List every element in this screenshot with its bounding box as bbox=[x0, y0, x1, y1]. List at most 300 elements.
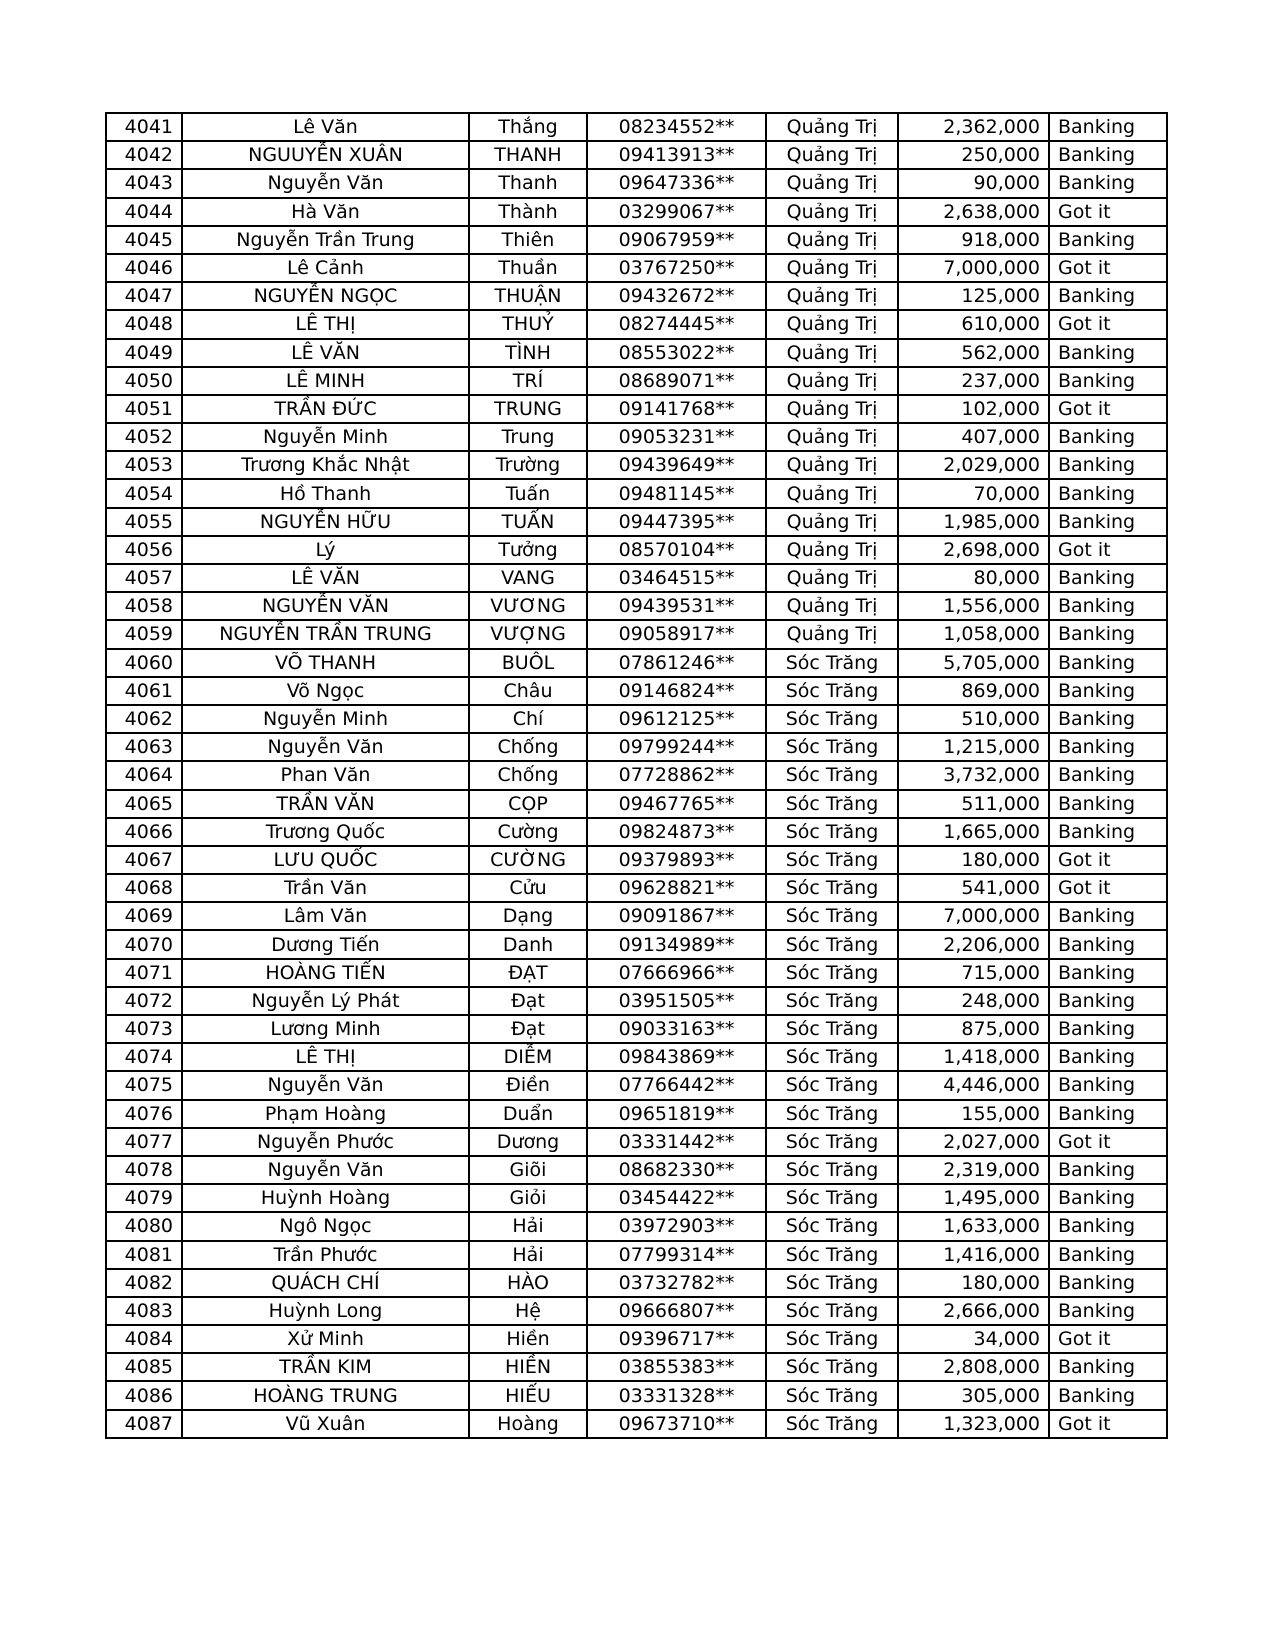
amount-cell: 155,000 bbox=[898, 1100, 1049, 1128]
province-cell: Sóc Trăng bbox=[766, 1381, 898, 1409]
row-id-cell: 4068 bbox=[106, 874, 182, 902]
province-cell: Sóc Trăng bbox=[766, 1241, 898, 1269]
last-middle-name-cell: Hồ Thanh bbox=[182, 479, 469, 507]
payment-method-cell: Banking bbox=[1049, 226, 1167, 254]
amount-cell: 541,000 bbox=[898, 874, 1049, 902]
payment-method-cell: Banking bbox=[1049, 1353, 1167, 1381]
given-name-cell: Châu bbox=[469, 677, 587, 705]
row-id-cell: 4052 bbox=[106, 423, 182, 451]
row-id-cell: 4044 bbox=[106, 198, 182, 226]
last-middle-name-cell: Nguyễn Minh bbox=[182, 705, 469, 733]
table-row bbox=[106, 818, 1167, 846]
payment-method-cell: Banking bbox=[1049, 367, 1167, 395]
amount-cell: 2,319,000 bbox=[898, 1156, 1049, 1184]
amount-cell: 1,418,000 bbox=[898, 1043, 1049, 1071]
row-id-cell: 4081 bbox=[106, 1241, 182, 1269]
province-cell: Sóc Trăng bbox=[766, 1325, 898, 1353]
amount-cell: 869,000 bbox=[898, 677, 1049, 705]
province-cell: Sóc Trăng bbox=[766, 761, 898, 789]
row-id-cell: 4047 bbox=[106, 282, 182, 310]
row-id-cell: 4082 bbox=[106, 1269, 182, 1297]
row-id-cell: 4057 bbox=[106, 564, 182, 592]
payment-method-cell: Banking bbox=[1049, 1156, 1167, 1184]
row-id-cell: 4079 bbox=[106, 1184, 182, 1212]
last-middle-name-cell: Lý bbox=[182, 536, 469, 564]
payment-method-cell: Banking bbox=[1049, 733, 1167, 761]
table-body bbox=[106, 113, 1167, 1438]
given-name-cell: Thắng bbox=[469, 113, 587, 141]
phone-cell: 09439649** bbox=[587, 451, 766, 479]
payment-method-cell: Banking bbox=[1049, 1015, 1167, 1043]
province-cell: Sóc Trăng bbox=[766, 1184, 898, 1212]
phone-cell: 09824873** bbox=[587, 818, 766, 846]
amount-cell: 3,732,000 bbox=[898, 761, 1049, 789]
last-middle-name-cell: QUÁCH CHÍ bbox=[182, 1269, 469, 1297]
amount-cell: 2,808,000 bbox=[898, 1353, 1049, 1381]
table-row bbox=[106, 1043, 1167, 1071]
province-cell: Sóc Trăng bbox=[766, 677, 898, 705]
last-middle-name-cell: NGUUYỄN XUÂN bbox=[182, 141, 469, 169]
row-id-cell: 4064 bbox=[106, 761, 182, 789]
payment-method-cell: Banking bbox=[1049, 790, 1167, 818]
given-name-cell: Giỏi bbox=[469, 1184, 587, 1212]
amount-cell: 918,000 bbox=[898, 226, 1049, 254]
payment-method-cell: Banking bbox=[1049, 169, 1167, 197]
last-middle-name-cell: Nguyễn Văn bbox=[182, 733, 469, 761]
row-id-cell: 4067 bbox=[106, 846, 182, 874]
table-row bbox=[106, 395, 1167, 423]
given-name-cell: HIỀN bbox=[469, 1353, 587, 1381]
phone-cell: 09843869** bbox=[587, 1043, 766, 1071]
amount-cell: 237,000 bbox=[898, 367, 1049, 395]
row-id-cell: 4053 bbox=[106, 451, 182, 479]
phone-cell: 03464515** bbox=[587, 564, 766, 592]
last-middle-name-cell: TRẦN KIM bbox=[182, 1353, 469, 1381]
phone-cell: 09091867** bbox=[587, 902, 766, 930]
payment-method-cell: Banking bbox=[1049, 1043, 1167, 1071]
given-name-cell: VƯỢNG bbox=[469, 620, 587, 648]
last-middle-name-cell: Lê Cảnh bbox=[182, 254, 469, 282]
table-row bbox=[106, 226, 1167, 254]
row-id-cell: 4080 bbox=[106, 1212, 182, 1240]
amount-cell: 1,985,000 bbox=[898, 508, 1049, 536]
last-middle-name-cell: Hà Văn bbox=[182, 198, 469, 226]
last-middle-name-cell: Huỳnh Long bbox=[182, 1297, 469, 1325]
given-name-cell: Tuấn bbox=[469, 479, 587, 507]
phone-cell: 03454422** bbox=[587, 1184, 766, 1212]
payment-method-cell: Banking bbox=[1049, 423, 1167, 451]
last-middle-name-cell: Dương Tiến bbox=[182, 930, 469, 958]
amount-cell: 4,446,000 bbox=[898, 1071, 1049, 1099]
payment-method-cell: Banking bbox=[1049, 1212, 1167, 1240]
phone-cell: 08234552** bbox=[587, 113, 766, 141]
phone-cell: 09053231** bbox=[587, 423, 766, 451]
last-middle-name-cell: Lê Văn bbox=[182, 113, 469, 141]
payment-method-cell: Banking bbox=[1049, 959, 1167, 987]
payment-method-cell: Banking bbox=[1049, 1297, 1167, 1325]
row-id-cell: 4062 bbox=[106, 705, 182, 733]
phone-cell: 03299067** bbox=[587, 198, 766, 226]
row-id-cell: 4046 bbox=[106, 254, 182, 282]
last-middle-name-cell: LÊ THỊ bbox=[182, 1043, 469, 1071]
payment-method-cell: Banking bbox=[1049, 818, 1167, 846]
table-row bbox=[106, 169, 1167, 197]
given-name-cell: Tưởng bbox=[469, 536, 587, 564]
given-name-cell: Đạt bbox=[469, 1015, 587, 1043]
row-id-cell: 4085 bbox=[106, 1353, 182, 1381]
province-cell: Sóc Trăng bbox=[766, 902, 898, 930]
given-name-cell: TRUNG bbox=[469, 395, 587, 423]
table-row bbox=[106, 1325, 1167, 1353]
payment-method-cell: Banking bbox=[1049, 282, 1167, 310]
given-name-cell: VANG bbox=[469, 564, 587, 592]
payment-method-cell: Got it bbox=[1049, 536, 1167, 564]
table-row bbox=[106, 1381, 1167, 1409]
table-row bbox=[106, 620, 1167, 648]
province-cell: Sóc Trăng bbox=[766, 1128, 898, 1156]
row-id-cell: 4060 bbox=[106, 649, 182, 677]
province-cell: Quảng Trị bbox=[766, 395, 898, 423]
given-name-cell: TUẤN bbox=[469, 508, 587, 536]
payment-method-cell: Banking bbox=[1049, 705, 1167, 733]
amount-cell: 248,000 bbox=[898, 987, 1049, 1015]
province-cell: Sóc Trăng bbox=[766, 846, 898, 874]
province-cell: Sóc Trăng bbox=[766, 959, 898, 987]
table-row bbox=[106, 451, 1167, 479]
last-middle-name-cell: Vũ Xuân bbox=[182, 1410, 469, 1438]
last-middle-name-cell: Xử Minh bbox=[182, 1325, 469, 1353]
payment-method-cell: Banking bbox=[1049, 339, 1167, 367]
given-name-cell: Trường bbox=[469, 451, 587, 479]
payment-method-cell: Got it bbox=[1049, 395, 1167, 423]
last-middle-name-cell: NGUYỄN TRẦN TRUNG bbox=[182, 620, 469, 648]
phone-cell: 03972903** bbox=[587, 1212, 766, 1240]
province-cell: Sóc Trăng bbox=[766, 1212, 898, 1240]
given-name-cell: Cường bbox=[469, 818, 587, 846]
given-name-cell: Thành bbox=[469, 198, 587, 226]
given-name-cell: Hệ bbox=[469, 1297, 587, 1325]
province-cell: Quảng Trị bbox=[766, 423, 898, 451]
given-name-cell: HIẾU bbox=[469, 1381, 587, 1409]
amount-cell: 1,058,000 bbox=[898, 620, 1049, 648]
given-name-cell: Thiên bbox=[469, 226, 587, 254]
row-id-cell: 4075 bbox=[106, 1071, 182, 1099]
amount-cell: 7,000,000 bbox=[898, 254, 1049, 282]
phone-cell: 07799314** bbox=[587, 1241, 766, 1269]
phone-cell: 08274445** bbox=[587, 310, 766, 338]
payment-method-cell: Banking bbox=[1049, 141, 1167, 169]
province-cell: Quảng Trị bbox=[766, 254, 898, 282]
row-id-cell: 4061 bbox=[106, 677, 182, 705]
last-middle-name-cell: TRẦN ĐỨC bbox=[182, 395, 469, 423]
payment-method-cell: Banking bbox=[1049, 1241, 1167, 1269]
province-cell: Quảng Trị bbox=[766, 536, 898, 564]
given-name-cell: Duẩn bbox=[469, 1100, 587, 1128]
amount-cell: 2,206,000 bbox=[898, 930, 1049, 958]
amount-cell: 2,029,000 bbox=[898, 451, 1049, 479]
row-id-cell: 4070 bbox=[106, 930, 182, 958]
given-name-cell: Hiền bbox=[469, 1325, 587, 1353]
row-id-cell: 4071 bbox=[106, 959, 182, 987]
last-middle-name-cell: Trần Văn bbox=[182, 874, 469, 902]
last-middle-name-cell: Nguyễn Văn bbox=[182, 1156, 469, 1184]
given-name-cell: Thanh bbox=[469, 169, 587, 197]
given-name-cell: CƯỜNG bbox=[469, 846, 587, 874]
table-row bbox=[106, 1353, 1167, 1381]
last-middle-name-cell: Nguyễn Văn bbox=[182, 169, 469, 197]
row-id-cell: 4086 bbox=[106, 1381, 182, 1409]
last-middle-name-cell: VÕ THANH bbox=[182, 649, 469, 677]
last-middle-name-cell: NGUYỄN NGỌC bbox=[182, 282, 469, 310]
payment-method-cell: Got it bbox=[1049, 874, 1167, 902]
phone-cell: 07861246** bbox=[587, 649, 766, 677]
given-name-cell: Dạng bbox=[469, 902, 587, 930]
payment-method-cell: Banking bbox=[1049, 113, 1167, 141]
row-id-cell: 4084 bbox=[106, 1325, 182, 1353]
last-middle-name-cell: Phan Văn bbox=[182, 761, 469, 789]
payment-method-cell: Banking bbox=[1049, 902, 1167, 930]
phone-cell: 09033163** bbox=[587, 1015, 766, 1043]
given-name-cell: THUẬN bbox=[469, 282, 587, 310]
row-id-cell: 4078 bbox=[106, 1156, 182, 1184]
given-name-cell: Điền bbox=[469, 1071, 587, 1099]
last-middle-name-cell: Lương Minh bbox=[182, 1015, 469, 1043]
payment-method-cell: Banking bbox=[1049, 451, 1167, 479]
payment-method-cell: Banking bbox=[1049, 930, 1167, 958]
province-cell: Quảng Trị bbox=[766, 367, 898, 395]
phone-cell: 09467765** bbox=[587, 790, 766, 818]
phone-cell: 07666966** bbox=[587, 959, 766, 987]
province-cell: Sóc Trăng bbox=[766, 649, 898, 677]
row-id-cell: 4077 bbox=[106, 1128, 182, 1156]
province-cell: Quảng Trị bbox=[766, 564, 898, 592]
last-middle-name-cell: Nguyễn Trần Trung bbox=[182, 226, 469, 254]
table-row bbox=[106, 479, 1167, 507]
row-id-cell: 4051 bbox=[106, 395, 182, 423]
province-cell: Sóc Trăng bbox=[766, 1410, 898, 1438]
row-id-cell: 4043 bbox=[106, 169, 182, 197]
phone-cell: 09666807** bbox=[587, 1297, 766, 1325]
phone-cell: 09067959** bbox=[587, 226, 766, 254]
last-middle-name-cell: Trương Khắc Nhật bbox=[182, 451, 469, 479]
amount-cell: 125,000 bbox=[898, 282, 1049, 310]
payment-method-cell: Got it bbox=[1049, 846, 1167, 874]
province-cell: Sóc Trăng bbox=[766, 818, 898, 846]
phone-cell: 03732782** bbox=[587, 1269, 766, 1297]
payment-method-cell: Banking bbox=[1049, 649, 1167, 677]
table-row bbox=[106, 846, 1167, 874]
phone-cell: 07728862** bbox=[587, 761, 766, 789]
phone-cell: 09673710** bbox=[587, 1410, 766, 1438]
amount-cell: 34,000 bbox=[898, 1325, 1049, 1353]
province-cell: Sóc Trăng bbox=[766, 1353, 898, 1381]
table-row bbox=[106, 564, 1167, 592]
payment-method-cell: Banking bbox=[1049, 508, 1167, 536]
given-name-cell: TRÍ bbox=[469, 367, 587, 395]
amount-cell: 1,633,000 bbox=[898, 1212, 1049, 1240]
amount-cell: 1,556,000 bbox=[898, 592, 1049, 620]
phone-cell: 09432672** bbox=[587, 282, 766, 310]
payment-method-cell: Banking bbox=[1049, 1269, 1167, 1297]
table-row bbox=[106, 339, 1167, 367]
phone-cell: 08689071** bbox=[587, 367, 766, 395]
province-cell: Quảng Trị bbox=[766, 226, 898, 254]
last-middle-name-cell: Nguyễn Văn bbox=[182, 1071, 469, 1099]
last-middle-name-cell: Huỳnh Hoàng bbox=[182, 1184, 469, 1212]
given-name-cell: CỌP bbox=[469, 790, 587, 818]
table-row bbox=[106, 733, 1167, 761]
table-row bbox=[106, 1071, 1167, 1099]
phone-cell: 09379893** bbox=[587, 846, 766, 874]
amount-cell: 180,000 bbox=[898, 1269, 1049, 1297]
last-middle-name-cell: LÊ MINH bbox=[182, 367, 469, 395]
table-row bbox=[106, 1128, 1167, 1156]
payment-method-cell: Banking bbox=[1049, 1100, 1167, 1128]
last-middle-name-cell: LÊ THỊ bbox=[182, 310, 469, 338]
province-cell: Sóc Trăng bbox=[766, 705, 898, 733]
amount-cell: 7,000,000 bbox=[898, 902, 1049, 930]
table-row bbox=[106, 536, 1167, 564]
payment-method-cell: Banking bbox=[1049, 1184, 1167, 1212]
table-row bbox=[106, 902, 1167, 930]
amount-cell: 1,495,000 bbox=[898, 1184, 1049, 1212]
province-cell: Quảng Trị bbox=[766, 508, 898, 536]
given-name-cell: HÀO bbox=[469, 1269, 587, 1297]
last-middle-name-cell: NGUYỄN HỮU bbox=[182, 508, 469, 536]
amount-cell: 1,416,000 bbox=[898, 1241, 1049, 1269]
row-id-cell: 4059 bbox=[106, 620, 182, 648]
amount-cell: 511,000 bbox=[898, 790, 1049, 818]
table-row bbox=[106, 930, 1167, 958]
given-name-cell: Dương bbox=[469, 1128, 587, 1156]
row-id-cell: 4072 bbox=[106, 987, 182, 1015]
row-id-cell: 4083 bbox=[106, 1297, 182, 1325]
given-name-cell: THUỶ bbox=[469, 310, 587, 338]
row-id-cell: 4049 bbox=[106, 339, 182, 367]
last-middle-name-cell: NGUYỄN VĂN bbox=[182, 592, 469, 620]
province-cell: Quảng Trị bbox=[766, 592, 898, 620]
phone-cell: 03855383** bbox=[587, 1353, 766, 1381]
phone-cell: 03331328** bbox=[587, 1381, 766, 1409]
last-middle-name-cell: Võ Ngọc bbox=[182, 677, 469, 705]
province-cell: Sóc Trăng bbox=[766, 1071, 898, 1099]
table-row bbox=[106, 705, 1167, 733]
province-cell: Sóc Trăng bbox=[766, 1100, 898, 1128]
payment-method-cell: Got it bbox=[1049, 1128, 1167, 1156]
row-id-cell: 4058 bbox=[106, 592, 182, 620]
payment-method-cell: Got it bbox=[1049, 310, 1167, 338]
payment-method-cell: Banking bbox=[1049, 564, 1167, 592]
table-row bbox=[106, 423, 1167, 451]
amount-cell: 2,698,000 bbox=[898, 536, 1049, 564]
province-cell: Sóc Trăng bbox=[766, 1297, 898, 1325]
given-name-cell: TÌNH bbox=[469, 339, 587, 367]
given-name-cell: BUÔL bbox=[469, 649, 587, 677]
row-id-cell: 4050 bbox=[106, 367, 182, 395]
row-id-cell: 4087 bbox=[106, 1410, 182, 1438]
last-middle-name-cell: Nguyễn Phước bbox=[182, 1128, 469, 1156]
last-middle-name-cell: Phạm Hoàng bbox=[182, 1100, 469, 1128]
payment-method-cell: Got it bbox=[1049, 1410, 1167, 1438]
table-row bbox=[106, 508, 1167, 536]
given-name-cell: Giõi bbox=[469, 1156, 587, 1184]
amount-cell: 1,323,000 bbox=[898, 1410, 1049, 1438]
phone-cell: 08553022** bbox=[587, 339, 766, 367]
table-row bbox=[106, 874, 1167, 902]
amount-cell: 2,362,000 bbox=[898, 113, 1049, 141]
amount-cell: 70,000 bbox=[898, 479, 1049, 507]
phone-cell: 09058917** bbox=[587, 620, 766, 648]
province-cell: Quảng Trị bbox=[766, 113, 898, 141]
given-name-cell: Hải bbox=[469, 1212, 587, 1240]
row-id-cell: 4076 bbox=[106, 1100, 182, 1128]
row-id-cell: 4073 bbox=[106, 1015, 182, 1043]
province-cell: Quảng Trị bbox=[766, 451, 898, 479]
payment-method-cell: Banking bbox=[1049, 761, 1167, 789]
payment-method-cell: Got it bbox=[1049, 1325, 1167, 1353]
province-cell: Sóc Trăng bbox=[766, 733, 898, 761]
last-middle-name-cell: LƯU QUỐC bbox=[182, 846, 469, 874]
payment-method-cell: Banking bbox=[1049, 620, 1167, 648]
last-middle-name-cell: Lâm Văn bbox=[182, 902, 469, 930]
last-middle-name-cell: HOÀNG TRUNG bbox=[182, 1381, 469, 1409]
province-cell: Sóc Trăng bbox=[766, 1015, 898, 1043]
table-row bbox=[106, 141, 1167, 169]
given-name-cell: Danh bbox=[469, 930, 587, 958]
province-cell: Sóc Trăng bbox=[766, 930, 898, 958]
row-id-cell: 4055 bbox=[106, 508, 182, 536]
row-id-cell: 4042 bbox=[106, 141, 182, 169]
table-row bbox=[106, 113, 1167, 141]
table-row bbox=[106, 1212, 1167, 1240]
province-cell: Sóc Trăng bbox=[766, 874, 898, 902]
table-row bbox=[106, 592, 1167, 620]
province-cell: Quảng Trị bbox=[766, 479, 898, 507]
amount-cell: 80,000 bbox=[898, 564, 1049, 592]
table-row bbox=[106, 282, 1167, 310]
table-row bbox=[106, 1156, 1167, 1184]
row-id-cell: 4069 bbox=[106, 902, 182, 930]
phone-cell: 09651819** bbox=[587, 1100, 766, 1128]
province-cell: Quảng Trị bbox=[766, 282, 898, 310]
given-name-cell: Chống bbox=[469, 733, 587, 761]
phone-cell: 03767250** bbox=[587, 254, 766, 282]
province-cell: Sóc Trăng bbox=[766, 1156, 898, 1184]
phone-cell: 09396717** bbox=[587, 1325, 766, 1353]
payment-method-cell: Banking bbox=[1049, 1381, 1167, 1409]
row-id-cell: 4045 bbox=[106, 226, 182, 254]
table-row bbox=[106, 1269, 1167, 1297]
given-name-cell: THANH bbox=[469, 141, 587, 169]
table-row bbox=[106, 1100, 1167, 1128]
payment-method-cell: Banking bbox=[1049, 1071, 1167, 1099]
amount-cell: 407,000 bbox=[898, 423, 1049, 451]
table-row bbox=[106, 790, 1167, 818]
given-name-cell: Cửu bbox=[469, 874, 587, 902]
province-cell: Quảng Trị bbox=[766, 620, 898, 648]
phone-cell: 08570104** bbox=[587, 536, 766, 564]
province-cell: Quảng Trị bbox=[766, 310, 898, 338]
given-name-cell: VƯƠNG bbox=[469, 592, 587, 620]
phone-cell: 09612125** bbox=[587, 705, 766, 733]
table-row bbox=[106, 1015, 1167, 1043]
phone-cell: 09481145** bbox=[587, 479, 766, 507]
phone-cell: 09447395** bbox=[587, 508, 766, 536]
phone-cell: 09647336** bbox=[587, 169, 766, 197]
province-cell: Sóc Trăng bbox=[766, 987, 898, 1015]
last-middle-name-cell: Trương Quốc bbox=[182, 818, 469, 846]
given-name-cell: Trung bbox=[469, 423, 587, 451]
